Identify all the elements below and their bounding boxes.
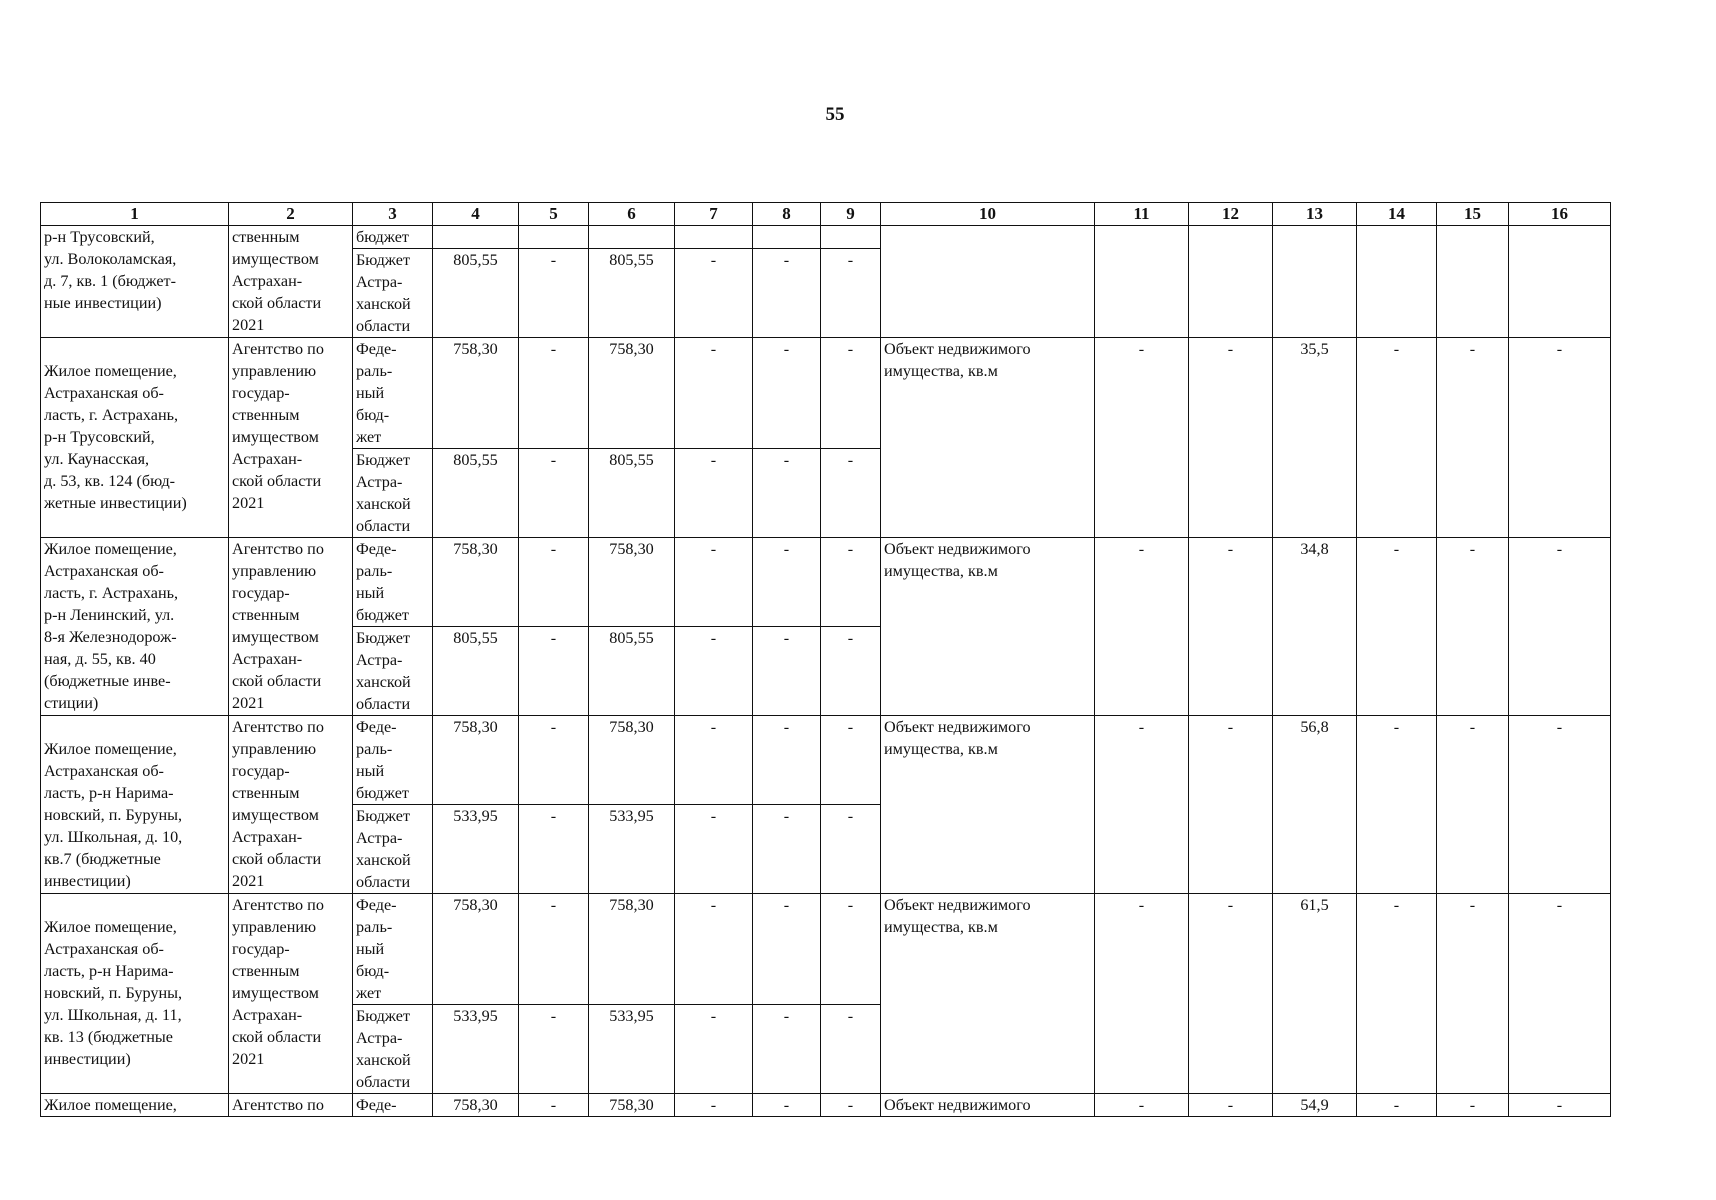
object-cell: Жилое помещение, Астраханская об- ласть, р-н Нарима- новский, п. Буруны, ул. Школьная, д. 10, кв.7 (бюджетные инвестиции) — [41, 716, 229, 894]
area-cell: 34,8 — [1273, 538, 1357, 716]
source-cell: Феде- раль- ный бюджет — [353, 538, 433, 627]
col-header: 13 — [1273, 203, 1357, 226]
page-number: 55 — [825, 104, 845, 125]
source-cell: Феде- раль- ный бюджет — [353, 716, 433, 805]
object-type-cell: Объект недвижимого имущества, кв.м — [881, 716, 1095, 894]
agency-cell: Агентство по — [229, 1094, 353, 1117]
object-cell: Жилое помещение, Астраханская об- ласть, р-н Нарима- новский, п. Буруны, ул. Школьная, д. 11, кв. 13 (бюджетные инвестиции) — [41, 894, 229, 1094]
object-cell: Жилое помещение, Астраханская об- ласть, г. Астрахань, р-н Ленинский, ул. 8-я Железнодорож- ная, д. 55, кв. 40 (бюджетные инве- стиции) — [41, 538, 229, 716]
col-header: 3 — [353, 203, 433, 226]
col-header: 5 — [519, 203, 589, 226]
source-cell: Феде- раль- ный бюд- жет — [353, 894, 433, 1005]
table-row: Жилое помещение, Астраханская об- ласть, г. Астрахань, р-н Трусовский, ул. Каунасская, д. 53, кв. 124 (бюд- жетные инвестиции) Агентство по управлению государ- ственным имуществом Астрахан- ской области 2021 Феде- раль- ный бюд- жет 758,30 - 758,30 - - - Объект недвижимого имущества, кв.м - - 35,5 - - - — [41, 338, 1611, 449]
object-type-cell: Объект недвижимого имущества, кв.м — [881, 538, 1095, 716]
col-header: 12 — [1189, 203, 1273, 226]
source-cell: Бюджет Астра- ханской области — [353, 249, 433, 338]
area-cell: 54,9 — [1273, 1094, 1357, 1117]
col-header: 2 — [229, 203, 353, 226]
col-header: 1 — [41, 203, 229, 226]
amount-cell: 805,55 — [589, 249, 675, 338]
source-cell: бюджет — [353, 226, 433, 249]
table-row: Жилое помещение, Астраханская об- ласть, р-н Нарима- новский, п. Буруны, ул. Школьная, д. 10, кв.7 (бюджетные инвестиции) Агентство по управлению государ- ственным имуществом Астрахан- ской области 2021 Феде- раль- ный бюджет 758,30 - 758,30 - - - Объект недвижимого имущества, кв.м - - 56,8 - - - — [41, 716, 1611, 805]
table-row: Жилое помещение, Астраханская об- ласть, р-н Нарима- новский, п. Буруны, ул. Школьная, д. 11, кв. 13 (бюджетные инвестиции) Агентство по управлению государ- ственным имуществом Астрахан- ской области 2021 Феде- раль- ный бюд- жет 758,30 - 758,30 - - - Объект недвижимого имущества, кв.м - - 61,5 - - - — [41, 894, 1611, 1005]
table-row: Жилое помещение, Астраханская об- ласть, г. Астрахань, р-н Ленинский, ул. 8-я Железнодорож- ная, д. 55, кв. 40 (бюджетные инве- стиции) Агентство по управлению государ- ственным имуществом Астрахан- ской области 2021 Феде- раль- ный бюджет 758,30 - 758,30 - - - Объект недвижимого имущества, кв.м - - 34,8 - - - — [41, 538, 1611, 627]
budget-table — [40, 202, 1611, 1117]
col-header: 15 — [1437, 203, 1509, 226]
agency-cell: Агентство по управлению государ- ственным имуществом Астрахан- ской области 2021 — [229, 894, 353, 1094]
col-header: 11 — [1095, 203, 1189, 226]
area-cell: 56,8 — [1273, 716, 1357, 894]
table-row: Бюджет Астра- ханской области 805,55 - 805,55 - - - — [41, 249, 1611, 338]
source-cell: Бюджет Астра- ханской области — [353, 627, 433, 716]
object-cell: Жилое помещение, Астраханская об- ласть, г. Астрахань, р-н Трусовский, ул. Каунасская, д. 53, кв. 124 (бюд- жетные инвестиции) — [41, 338, 229, 538]
source-cell: Бюджет Астра- ханской области — [353, 449, 433, 538]
col-header: 10 — [881, 203, 1095, 226]
col-header: 9 — [821, 203, 881, 226]
col-header: 16 — [1509, 203, 1611, 226]
table-row: Бюджет Астра- ханской области 805,55 - 805,55 - - - — [41, 627, 1611, 716]
source-cell: Бюджет Астра- ханской области — [353, 805, 433, 894]
source-cell: Бюджет Астра- ханской области — [353, 1005, 433, 1094]
object-type-cell: Объект недвижимого имущества, кв.м — [881, 338, 1095, 538]
agency-cell: Агентство по управлению государ- ственным имуществом Астрахан- ской области 2021 — [229, 716, 353, 894]
area-cell: 61,5 — [1273, 894, 1357, 1094]
table-row: Жилое помещение, Агентство по Феде- 758,30 - 758,30 - - - Объект недвижимого - - 54,9 - - - — [41, 1094, 1611, 1117]
object-type-cell: Объект недвижимого имущества, кв.м — [881, 894, 1095, 1094]
col-header: 4 — [433, 203, 519, 226]
agency-cell: ственным имуществом Астрахан- ской области 2021 — [229, 226, 353, 338]
table-row — [41, 226, 1611, 249]
col-header: 8 — [753, 203, 821, 226]
object-cell: р-н Трусовский, ул. Волоколамская, д. 7, кв. 1 (бюджет- ные инвестиции) — [41, 226, 229, 338]
header-row — [41, 203, 1611, 226]
col-header: 6 — [589, 203, 675, 226]
table-row: Бюджет Астра- ханской области 805,55 - 805,55 - - - — [41, 449, 1611, 538]
source-cell: Феде- раль- ный бюд- жет — [353, 338, 433, 449]
area-cell: 35,5 — [1273, 338, 1357, 538]
object-type-cell: Объект недвижимого — [881, 1094, 1095, 1117]
table-row: Бюджет Астра- ханской области 533,95 - 533,95 - - - — [41, 1005, 1611, 1094]
amount-cell: 805,55 — [433, 249, 519, 338]
table-row: Бюджет Астра- ханской области 533,95 - 533,95 - - - — [41, 805, 1611, 894]
col-header: 7 — [675, 203, 753, 226]
agency-cell: Агентство по управлению государ- ственным имуществом Астрахан- ской области 2021 — [229, 338, 353, 538]
object-cell: Жилое помещение, — [41, 1094, 229, 1117]
agency-cell: Агентство по управлению государ- ственным имуществом Астрахан- ской области 2021 — [229, 538, 353, 716]
col-header: 14 — [1357, 203, 1437, 226]
source-cell: Феде- — [353, 1094, 433, 1117]
